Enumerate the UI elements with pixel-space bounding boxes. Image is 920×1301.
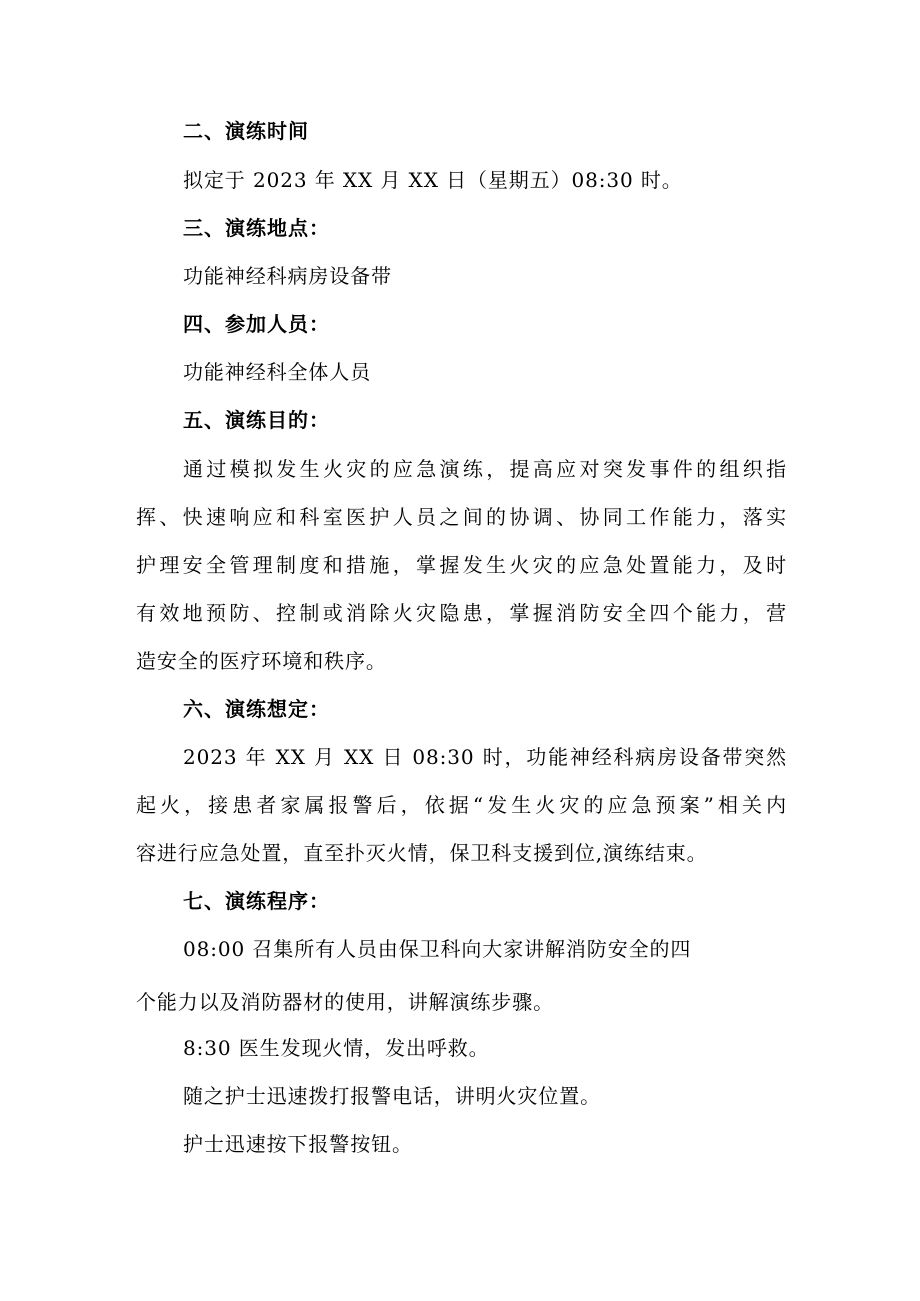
section-heading-purpose: 五、演练目的： — [183, 408, 330, 432]
procedure-line-1: 08:00 召集所有人员由保卫科向大家讲解消防安全的四 — [183, 937, 692, 961]
procedure-line-4: 随之护士迅速拨打报警电话，讲明火灾位置。 — [183, 1084, 601, 1108]
section-heading-scenario: 六、演练想定： — [183, 697, 330, 721]
procedure-line-2: 个能力以及消防器材的使用，讲解演练步骤。 — [136, 990, 554, 1014]
section-heading-participants: 四、参加人员： — [183, 312, 330, 336]
section-heading-procedure: 七、演练程序： — [183, 889, 330, 913]
scenario-line-2: 起火，接患者家属报警后，依据“发生火灾的应急预案”相关内 — [136, 793, 787, 817]
section-heading-location: 三、演练地点： — [183, 216, 330, 240]
scenario-line-3: 容进行应急处置，直至扑灭火情，保卫科支援到位,演练结束。 — [136, 841, 708, 865]
purpose-line-5: 造安全的医疗环境和秩序。 — [136, 649, 387, 673]
purpose-line-2: 挥、快速响应和科室医护人员之间的协调、协同工作能力，落实 — [136, 505, 787, 529]
section-heading-time: 二、演练时间 — [183, 119, 309, 143]
scenario-line-1: 2023 年 XX 月 XX 日 08:30 时，功能神经科病房设备带突然 — [183, 745, 787, 769]
section-body-participants: 功能神经科全体人员 — [183, 360, 372, 384]
purpose-line-4: 有效地预防、控制或消除火灾隐患，掌握消防安全四个能力，营 — [136, 601, 787, 625]
purpose-line-1: 通过模拟发生火灾的应急演练，提高应对突发事件的组织指 — [183, 457, 787, 481]
purpose-line-3: 护理安全管理制度和措施，掌握发生火灾的应急处置能力，及时 — [136, 553, 787, 577]
section-body-location: 功能神经科病房设备带 — [183, 264, 392, 288]
section-body-time: 拟定于 2023 年 XX 月 XX 日（星期五）08:30 时。 — [183, 168, 683, 192]
procedure-line-3: 8:30 医生发现火情，发出呼救。 — [183, 1036, 490, 1060]
procedure-line-5: 护士迅速按下报警按钮。 — [183, 1132, 413, 1156]
